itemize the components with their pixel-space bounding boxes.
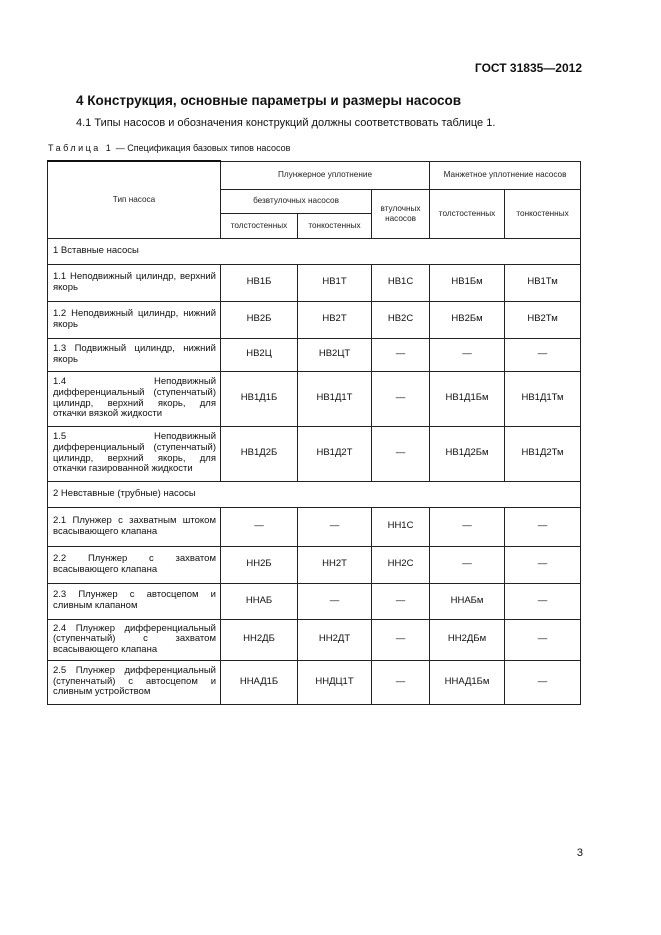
table-group-row	[48, 238, 581, 264]
pump-type-name: 2.3 Плунжер с автосцепом и сливным клапаном	[48, 583, 221, 619]
designation-cell: НВ2Т	[298, 301, 372, 338]
table-row	[48, 426, 581, 481]
pump-type-name: 1.4 Неподвижный дифференциальный (ступенчатый) цилиндр, верхний якорь, для откачки вязкой жидкости	[48, 371, 221, 426]
pump-type-name: 2.2 Плунжер с захватом всасывающего клапана	[48, 546, 221, 583]
header-pump-type: Тип насоса	[48, 161, 221, 238]
designation-cell: ННАБм	[430, 583, 505, 619]
designation-cell: ННАД1Бм	[430, 660, 505, 704]
designation-cell: НВ1Д1Бм	[430, 371, 505, 426]
designation-cell: ННДЦ1Т	[298, 660, 372, 704]
header-cuff-seal: Манжетное уплотнение насосов	[430, 161, 581, 189]
header-sleeveless: безвтулочных насосов	[221, 189, 372, 213]
designation-cell: —	[505, 619, 581, 660]
designation-cell: НВ1Д2Бм	[430, 426, 505, 481]
table-body	[48, 238, 581, 704]
table-row	[48, 338, 581, 371]
designation-cell: НВ1Д2Т	[298, 426, 372, 481]
designation-cell: —	[430, 507, 505, 546]
designation-cell: НН2Б	[221, 546, 298, 583]
designation-cell: —	[505, 583, 581, 619]
table-row	[48, 507, 581, 546]
table-caption-text: — Спецификация базовых типов насосов	[113, 143, 291, 153]
header-cuff-thick: толстостенных	[430, 189, 505, 238]
designation-cell: —	[372, 371, 430, 426]
table-row	[48, 583, 581, 619]
designation-cell: —	[372, 619, 430, 660]
table-caption-label: Таблица 1	[48, 143, 114, 153]
designation-cell: НН2Т	[298, 546, 372, 583]
designation-cell: НВ1Д1Тм	[505, 371, 581, 426]
designation-cell: НН2ДБ	[221, 619, 298, 660]
header-cuff-thin: тонкостенных	[505, 189, 581, 238]
table-row	[48, 371, 581, 426]
designation-cell: НВ1Д1Т	[298, 371, 372, 426]
designation-cell: —	[298, 507, 372, 546]
header-thick-walled: толстостенных	[221, 213, 298, 238]
page-number: 3	[576, 847, 583, 859]
table-row	[48, 660, 581, 704]
designation-cell: НН1С	[372, 507, 430, 546]
designation-cell: НВ1Д2Б	[221, 426, 298, 481]
designation-cell: НВ2Бм	[430, 301, 505, 338]
designation-cell: НН2ДТ	[298, 619, 372, 660]
designation-cell: НВ1Б	[221, 264, 298, 301]
header-plunger-seal: Плунжерное уплотнение	[221, 161, 430, 189]
standard-number: ГОСТ 31835—2012	[474, 61, 582, 75]
designation-cell: НВ1Бм	[430, 264, 505, 301]
pump-type-name: 1.3 Подвижный цилиндр, нижний якорь	[48, 338, 221, 371]
table-row	[48, 619, 581, 660]
table-row	[48, 546, 581, 583]
designation-cell: ННАД1Б	[221, 660, 298, 704]
designation-cell: —	[372, 660, 430, 704]
pump-type-name: 1.5 Неподвижный дифференциальный (ступенчатый) цилиндр, верхний якорь, для откачки газированной жидкости	[48, 426, 221, 481]
pump-type-name: 2.5 Плунжер дифференциальный (ступенчатый) с автосцепом и сливным устройством	[48, 660, 221, 704]
table-caption	[48, 143, 290, 153]
designation-cell: НН2С	[372, 546, 430, 583]
designation-cell: —	[505, 507, 581, 546]
designation-cell: НВ2ЦТ	[298, 338, 372, 371]
designation-cell: НВ2Б	[221, 301, 298, 338]
table-row	[48, 264, 581, 301]
designation-cell: —	[505, 660, 581, 704]
pump-type-name: 2.1 Плунжер с захватным штоком всасывающего клапана	[48, 507, 221, 546]
table-group-row	[48, 481, 581, 507]
designation-cell: —	[221, 507, 298, 546]
pump-type-name: 1.1 Неподвижный цилиндр, верхний якорь	[48, 264, 221, 301]
pump-type-name: 2.4 Плунжер дифференциальный (ступенчатый) с захватом всасывающего клапана	[48, 619, 221, 660]
designation-cell: НВ1Тм	[505, 264, 581, 301]
table-row	[48, 301, 581, 338]
pump-type-name: 1.2 Неподвижный цилиндр, нижний якорь	[48, 301, 221, 338]
group-title: 1 Вставные насосы	[48, 238, 581, 264]
designation-cell: НВ2Тм	[505, 301, 581, 338]
designation-cell: —	[430, 338, 505, 371]
paragraph-4-1: 4.1 Типы насосов и обозначения конструкций должны соответствовать таблице 1.	[76, 117, 496, 129]
designation-cell: НВ1Д2Тм	[505, 426, 581, 481]
designation-cell: ННАБ	[221, 583, 298, 619]
designation-cell: —	[505, 338, 581, 371]
pump-specification-table	[47, 160, 581, 705]
designation-cell: НН2ДБм	[430, 619, 505, 660]
header-thin-walled: тонкостенных	[298, 213, 372, 238]
designation-cell: НВ2Ц	[221, 338, 298, 371]
designation-cell: —	[298, 583, 372, 619]
designation-cell: —	[505, 546, 581, 583]
designation-cell: НВ2С	[372, 301, 430, 338]
designation-cell: —	[430, 546, 505, 583]
designation-cell: НВ1Т	[298, 264, 372, 301]
header-sleeve: втулочных насосов	[372, 189, 430, 238]
designation-cell: —	[372, 426, 430, 481]
section-title: 4 Конструкция, основные параметры и размеры насосов	[76, 93, 462, 108]
group-title: 2 Невставные (трубные) насосы	[48, 481, 581, 507]
designation-cell: —	[372, 338, 430, 371]
designation-cell: НВ1Д1Б	[221, 371, 298, 426]
designation-cell: НВ1С	[372, 264, 430, 301]
designation-cell: —	[372, 583, 430, 619]
